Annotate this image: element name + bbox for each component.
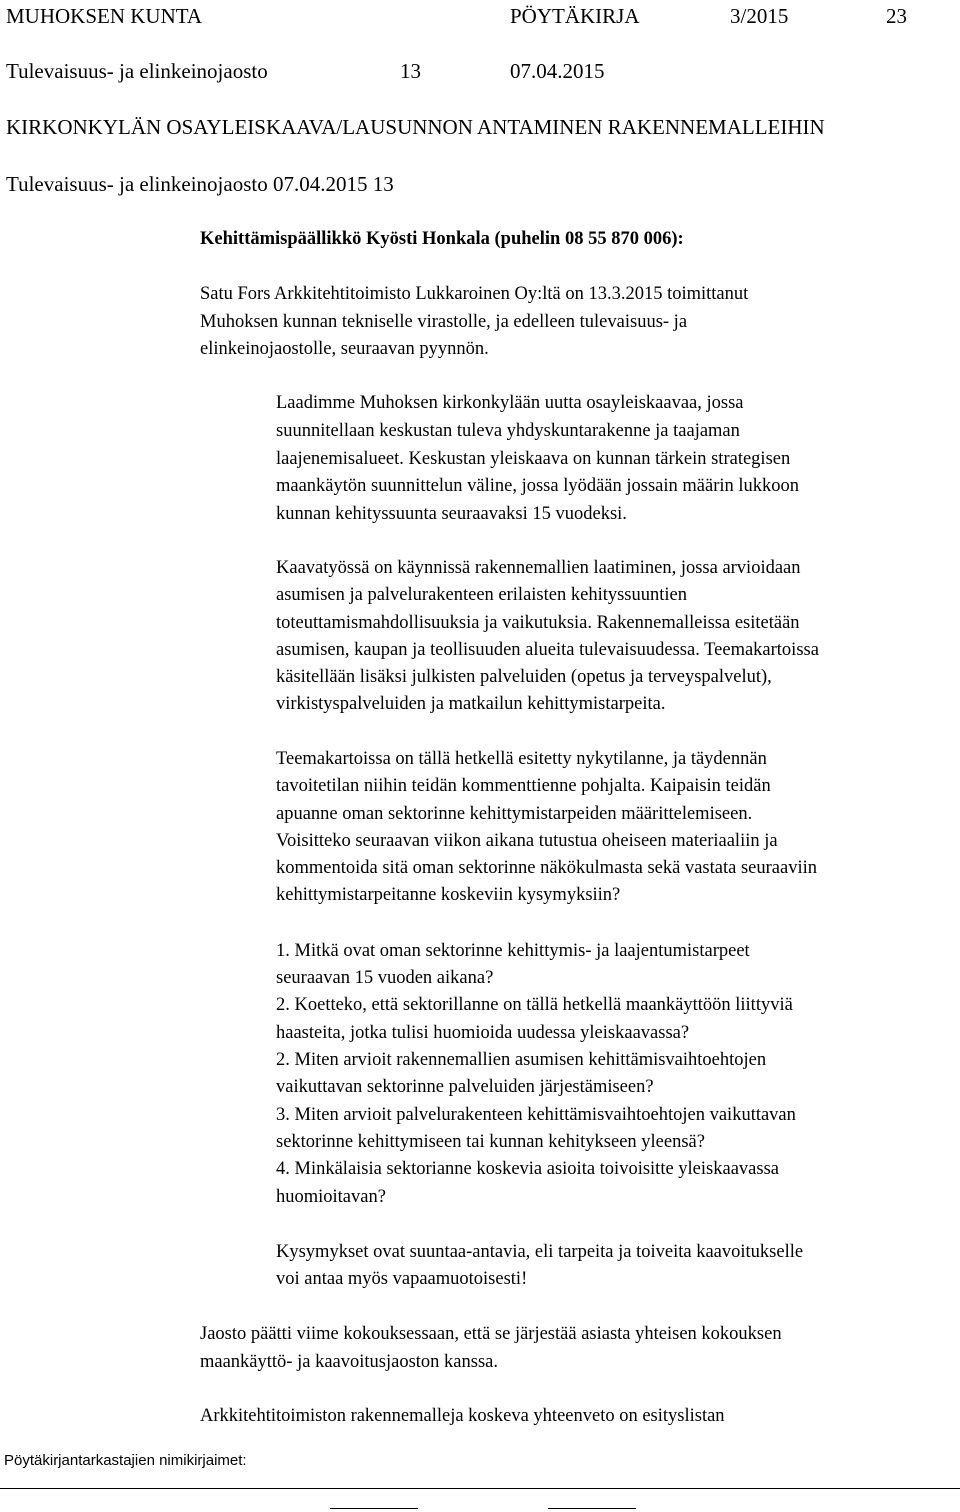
meeting-date: 07.04.2015 bbox=[510, 59, 605, 83]
text-line: suunnitellaan keskustan tuleva yhdyskuntarakenne ja taajaman bbox=[276, 421, 740, 441]
signature-line-2 bbox=[548, 1508, 636, 1509]
agenda-item-reference: Tulevaisuus- ja elinkeinojaosto 07.04.2015 13 bbox=[6, 172, 394, 196]
list-item: vaikuttavan sektorinne palveluiden järjestämiseen? bbox=[276, 1077, 654, 1097]
document-number: 3/2015 bbox=[730, 4, 789, 28]
presenter-line: Kehittämispäällikkö Kyösti Honkala (puhelin 08 55 870 006): bbox=[200, 229, 684, 249]
text-line: Kysymykset ovat suuntaa-antavia, eli tarpeita ja toiveita kaavoitukselle bbox=[276, 1242, 804, 1262]
text-line: elinkeinojaostolle, seuraavan pyynnön. bbox=[200, 339, 489, 359]
text-line: kehittymistarpeitanne koskeviin kysymyksiin? bbox=[276, 885, 621, 905]
agenda-item-title: KIRKONKYLÄN OSAYLEISKAAVA/LAUSUNNON ANTAMINEN RAKENNEMALLEIHIN bbox=[6, 115, 825, 139]
text-line: asumisen, kaupan ja teollisuuden alueita tulevaisuudessa. Teemakartoissa bbox=[276, 640, 819, 660]
text-line: tavoitetilan niihin teidän kommenttienne pohjalta. Kaipaisin teidän bbox=[276, 776, 771, 796]
text-line: apuanne oman sektorinne kehittymistarpeiden määrittelemiseen. bbox=[276, 804, 753, 824]
signature-line-1 bbox=[330, 1508, 418, 1509]
footer-divider bbox=[0, 1488, 960, 1489]
text-line: Laadimme Muhoksen kirkonkylään uutta osayleiskaavaa, jossa bbox=[276, 393, 744, 413]
list-item: 4. Minkälaisia sektorianne koskevia asioita toivoisitte yleiskaavassa bbox=[276, 1159, 779, 1179]
text-line: kommentoida sitä oman sektorinne näkökulmasta sekä vastata seuraaviin bbox=[276, 858, 817, 878]
list-item: sektorinne kehittymiseen tai kunnan kehitykseen yleensä? bbox=[276, 1132, 705, 1152]
text-line: Muhoksen kunnan tekniselle virastolle, ja edelleen tulevaisuus- ja bbox=[200, 312, 688, 332]
text-line: maankäytön suunnittelun väline, jossa lyödään jossain määrin lukkoon bbox=[276, 476, 800, 496]
list-item: huomioitavan? bbox=[276, 1187, 386, 1207]
document-type: PÖYTÄKIRJA bbox=[510, 4, 640, 28]
text-line: Teemakartoissa on tällä hetkellä esitetty nykytilanne, ja täydennän bbox=[276, 749, 767, 769]
signatures-label: Pöytäkirjantarkastajien nimikirjaimet: bbox=[4, 1452, 247, 1469]
page-number: 23 bbox=[886, 4, 907, 28]
text-line: maankäyttö- ja kaavoitusjaoston kanssa. bbox=[200, 1352, 498, 1372]
text-line: voi antaa myös vapaamuotoisesti! bbox=[276, 1269, 528, 1289]
text-line: virkistyspalveluiden ja matkailun kehittymistarpeita. bbox=[276, 694, 666, 714]
section-number: 13 bbox=[400, 59, 421, 83]
list-item: 2. Miten arvioit rakennemallien asumisen kehittämisvaihtoehtojen bbox=[276, 1050, 767, 1070]
text-line: Satu Fors Arkkitehtitoimisto Lukkaroinen Oy:ltä on 13.3.2015 toimittanut bbox=[200, 284, 749, 304]
list-item: 1. Mitkä ovat oman sektorinne kehittymis- ja laajentumistarpeet bbox=[276, 941, 750, 961]
organization-name: MUHOKSEN KUNTA bbox=[6, 4, 203, 28]
list-item: 2. Koetteko, että sektorillanne on tällä hetkellä maankäyttöön liittyviä bbox=[276, 995, 793, 1015]
text-line: laajenemisalueet. Keskustan yleiskaava on kunnan tärkein strategisen bbox=[276, 449, 791, 469]
list-item: seuraavan 15 vuoden aikana? bbox=[276, 968, 494, 988]
text-line: Kaavatyössä on käynnissä rakennemallien laatiminen, jossa arvioidaan bbox=[276, 558, 801, 578]
text-line: asumisen ja palvelurakenteen erilaisten kehityssuuntien bbox=[276, 585, 687, 605]
list-item: haasteita, jotka tulisi huomioida uudessa yleiskaavassa? bbox=[276, 1023, 690, 1043]
closing-line: Arkkitehtitoimiston rakennemalleja koskeva yhteenveto on esityslistan bbox=[200, 1406, 725, 1426]
text-line: käsitellään lisäksi julkisten palveluiden (opetus ja terveyspalvelut), bbox=[276, 667, 772, 687]
committee-name: Tulevaisuus- ja elinkeinojaosto bbox=[6, 59, 268, 83]
text-line: toteuttamismahdollisuuksia ja vaikutuksia. Rakennemalleissa esitetään bbox=[276, 613, 800, 633]
list-item: 3. Miten arvioit palvelurakenteen kehittämisvaihtoehtojen vaikuttavan bbox=[276, 1105, 796, 1125]
text-line: Voisitteko seuraavan viikon aikana tutustua oheiseen materiaaliin ja bbox=[276, 831, 778, 851]
text-line: kunnan kehityssuunta seuraavaksi 15 vuodeksi. bbox=[276, 504, 627, 524]
text-line: Jaosto päätti viime kokouksessaan, että se järjestää asiasta yhteisen kokouksen bbox=[200, 1324, 782, 1344]
